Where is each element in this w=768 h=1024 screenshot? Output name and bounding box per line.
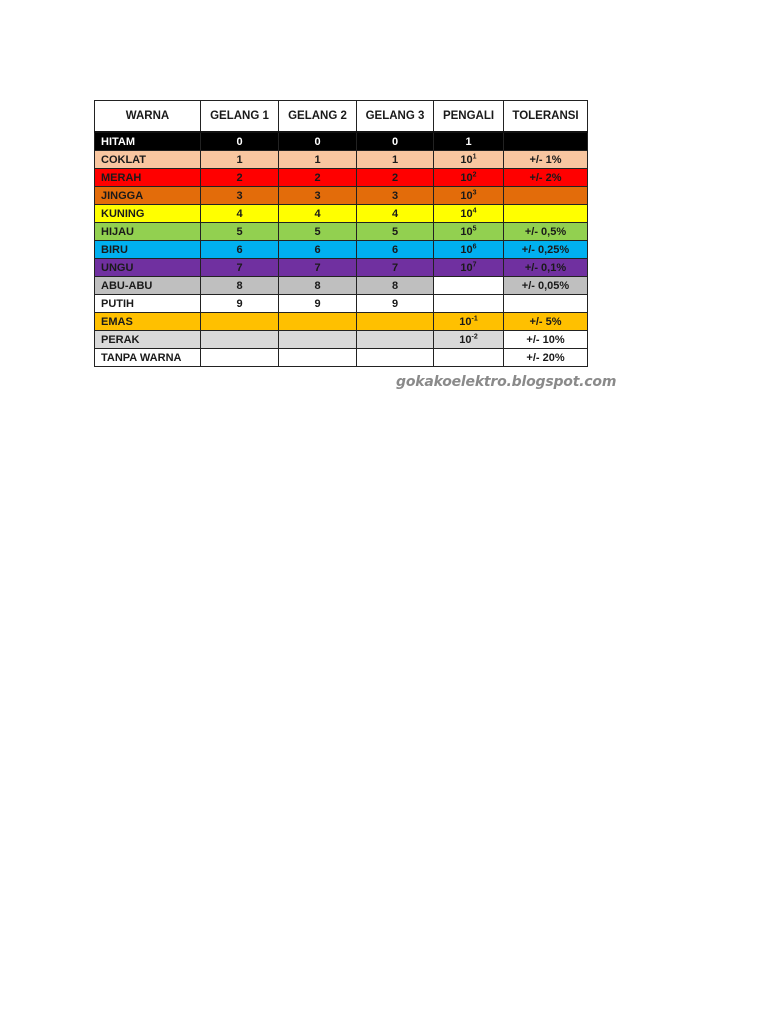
band-2-cell (279, 331, 357, 349)
table-row (95, 241, 588, 259)
tolerance-cell: +/- 0,5% (504, 223, 588, 241)
table-row (95, 259, 588, 277)
tolerance-cell: +/- 20% (504, 349, 588, 367)
multiplier-cell (434, 331, 504, 349)
multiplier-base: 10 (460, 225, 473, 238)
color-name-cell: TANPA WARNA (95, 349, 201, 367)
table-row (95, 331, 588, 349)
band-1-cell: 3 (201, 187, 279, 205)
band-3-cell (357, 331, 434, 349)
multiplier-exponent: 2 (472, 170, 477, 178)
color-name-cell: HIJAU (95, 223, 201, 241)
band-2-cell: 4 (279, 205, 357, 223)
multiplier-exponent: 3 (472, 188, 477, 196)
table-row (95, 205, 588, 223)
band-1-cell: 6 (201, 241, 279, 259)
multiplier-cell (434, 277, 504, 295)
multiplier-cell (434, 313, 504, 331)
multiplier-cell (434, 223, 504, 241)
table-row (95, 349, 588, 367)
table-row (95, 277, 588, 295)
header-warna: WARNA (95, 101, 201, 133)
band-2-cell: 7 (279, 259, 357, 277)
band-2-cell: 5 (279, 223, 357, 241)
tolerance-cell: +/- 0,25% (504, 241, 588, 259)
band-2-cell: 2 (279, 169, 357, 187)
band-1-cell (201, 313, 279, 331)
header-pengali: PENGALI (434, 101, 504, 133)
table-row (95, 132, 588, 151)
multiplier-base: 10 (459, 315, 472, 328)
band-1-cell: 8 (201, 277, 279, 295)
table-row (95, 295, 588, 313)
band-1-cell (201, 331, 279, 349)
color-name-cell: HITAM (95, 132, 201, 151)
table-row (95, 151, 588, 169)
color-name-cell: BIRU (95, 241, 201, 259)
band-2-cell (279, 349, 357, 367)
table-row (95, 223, 588, 241)
color-name-cell: EMAS (95, 313, 201, 331)
header-gelang-2: GELANG 2 (279, 101, 357, 133)
band-3-cell: 2 (357, 169, 434, 187)
band-1-cell: 9 (201, 295, 279, 313)
multiplier-exponent: 4 (472, 206, 477, 214)
band-3-cell (357, 349, 434, 367)
header-toleransi: TOLERANSI (504, 101, 588, 133)
band-1-cell: 1 (201, 151, 279, 169)
multiplier-exponent: -1 (471, 314, 478, 322)
band-2-cell: 1 (279, 151, 357, 169)
band-3-cell: 0 (357, 132, 434, 151)
tolerance-cell: +/- 10% (504, 331, 588, 349)
tolerance-cell (504, 187, 588, 205)
band-2-cell: 6 (279, 241, 357, 259)
band-2-cell: 8 (279, 277, 357, 295)
band-1-cell: 7 (201, 259, 279, 277)
color-name-cell: PUTIH (95, 295, 201, 313)
band-3-cell: 5 (357, 223, 434, 241)
tolerance-cell: +/- 2% (504, 169, 588, 187)
color-name-cell: JINGGA (95, 187, 201, 205)
multiplier-base: 10 (460, 261, 473, 274)
band-2-cell (279, 313, 357, 331)
table-row (95, 169, 588, 187)
band-1-cell: 4 (201, 205, 279, 223)
multiplier-base: 10 (460, 189, 473, 202)
watermark: gokakoelektro.blogspot.com (396, 374, 617, 390)
band-3-cell (357, 313, 434, 331)
band-1-cell (201, 349, 279, 367)
multiplier-base: 10 (460, 207, 473, 220)
band-3-cell: 1 (357, 151, 434, 169)
multiplier-cell (434, 169, 504, 187)
table-row (95, 313, 588, 331)
resistor-color-code-table (94, 100, 588, 367)
multiplier-cell (434, 259, 504, 277)
table-header-row (95, 101, 588, 133)
multiplier-base: 10 (460, 171, 473, 184)
band-3-cell: 9 (357, 295, 434, 313)
multiplier-exponent: -2 (471, 332, 478, 340)
multiplier-cell (434, 151, 504, 169)
band-2-cell: 3 (279, 187, 357, 205)
tolerance-cell: +/- 0,05% (504, 277, 588, 295)
band-3-cell: 4 (357, 205, 434, 223)
header-gelang-1: GELANG 1 (201, 101, 279, 133)
table-row (95, 187, 588, 205)
band-2-cell: 0 (279, 132, 357, 151)
multiplier-cell (434, 295, 504, 313)
tolerance-cell: +/- 5% (504, 313, 588, 331)
tolerance-cell: +/- 1% (504, 151, 588, 169)
multiplier-cell (434, 241, 504, 259)
color-name-cell: PERAK (95, 331, 201, 349)
band-1-cell: 5 (201, 223, 279, 241)
color-name-cell: ABU-ABU (95, 277, 201, 295)
color-name-cell: MERAH (95, 169, 201, 187)
header-gelang-3: GELANG 3 (357, 101, 434, 133)
tolerance-cell (504, 132, 588, 151)
multiplier-cell (434, 132, 504, 151)
multiplier-exponent: 5 (472, 224, 477, 232)
band-2-cell: 9 (279, 295, 357, 313)
multiplier-base: 10 (460, 153, 473, 166)
band-3-cell: 6 (357, 241, 434, 259)
tolerance-cell: +/- 0,1% (504, 259, 588, 277)
multiplier-base: 10 (459, 333, 472, 346)
band-1-cell: 0 (201, 132, 279, 151)
tolerance-cell (504, 295, 588, 313)
multiplier-cell (434, 205, 504, 223)
color-name-cell: COKLAT (95, 151, 201, 169)
band-3-cell: 3 (357, 187, 434, 205)
color-name-cell: KUNING (95, 205, 201, 223)
multiplier-cell (434, 349, 504, 367)
multiplier-exponent: 6 (472, 242, 477, 250)
multiplier-exponent: 1 (472, 152, 477, 160)
multiplier-base: 10 (460, 243, 473, 256)
band-1-cell: 2 (201, 169, 279, 187)
multiplier-base: 1 (465, 135, 472, 148)
band-3-cell: 8 (357, 277, 434, 295)
band-3-cell: 7 (357, 259, 434, 277)
tolerance-cell (504, 205, 588, 223)
multiplier-cell (434, 187, 504, 205)
multiplier-exponent: 7 (472, 260, 477, 268)
color-name-cell: UNGU (95, 259, 201, 277)
